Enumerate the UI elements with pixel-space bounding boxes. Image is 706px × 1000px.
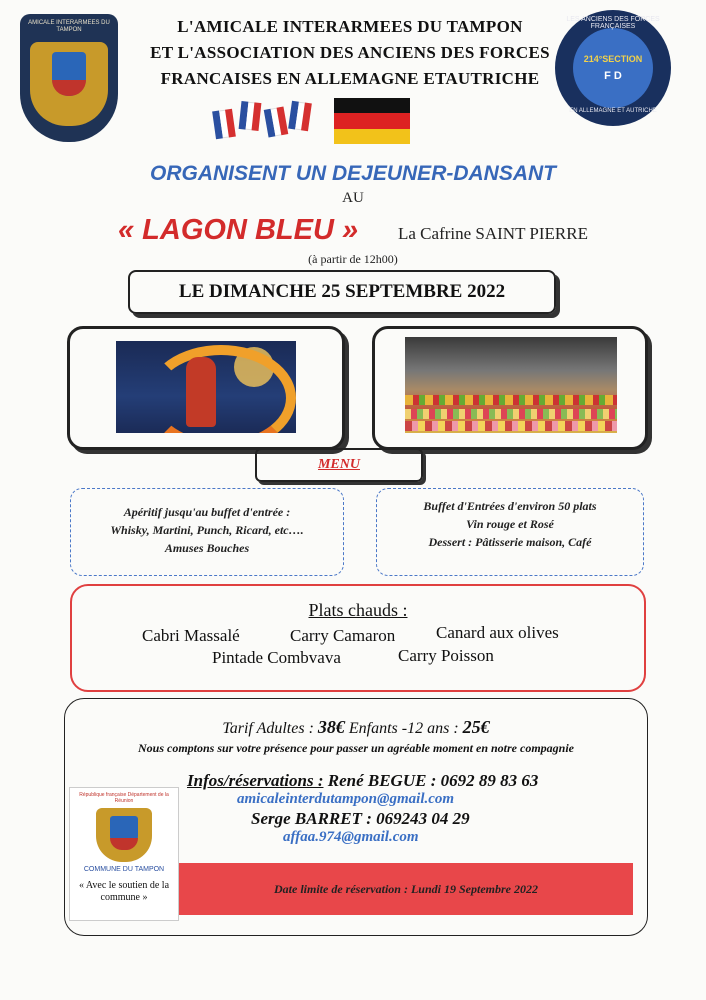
dish-item: Cabri Massalé [142, 626, 240, 645]
plats-chauds-box [70, 584, 646, 692]
menu-title-text: MENU [317, 457, 360, 472]
commune-crest-icon [96, 808, 152, 862]
email-amicale-link[interactable]: amicaleinterdutampon@gmail.com [237, 791, 455, 807]
commune-top-text: République française Département de la Réunion [79, 792, 169, 804]
plats-chauds-title: Plats chauds : [308, 600, 408, 620]
organisent-heading: ORGANISENT UN DEJEUNER-DANSANT [149, 162, 557, 185]
anciens-logo-top-text: LES ANCIENS DES FORCES FRANÇAISES [566, 16, 660, 30]
amicale-logo [20, 14, 118, 142]
header-title [140, 14, 560, 92]
buffet-line: Buffet d'Entrées d'environ 50 plats [423, 499, 597, 513]
dish-item: Canard aux olives [436, 623, 559, 642]
anciens-logo-section: 214°SECTION [583, 54, 643, 64]
infos-reservations [187, 771, 538, 791]
event-date-text: LE DIMANCHE 25 SEPTEMBRE 2022 [178, 281, 506, 302]
header-title-line2: ET L'ASSOCIATION DES ANCIENS DES FORCES [150, 43, 550, 62]
contact-rene: René BEGUE : 0692 89 83 63 [327, 771, 539, 790]
dancer-image [116, 341, 296, 433]
dish-item: Pintade Combvava [212, 648, 341, 667]
info-box [64, 698, 648, 936]
venue-name: « LAGON BLEU » [118, 214, 359, 246]
dish-item: Carry Camaron [290, 626, 396, 645]
tarif-line [65, 717, 647, 738]
french-flags-icon [214, 98, 314, 150]
start-time: (à partir de 12h00) [308, 252, 398, 266]
reservation-deadline [179, 863, 633, 915]
aperitif-box [70, 488, 344, 576]
aperitif-line: Apéritif jusqu'au buffet d'entrée : [123, 505, 291, 519]
anciens-logo-mark: F D [604, 70, 622, 82]
reservation-deadline-text: Date limite de réservation : Lundi 19 Septembre 2022 [274, 881, 538, 896]
buffet-line: Vin rouge et Rosé [466, 517, 554, 531]
au-text: AU [342, 190, 364, 206]
dish-item: Carry Poisson [398, 646, 494, 665]
amicale-logo-text: AMICALE INTERARMEES DU TAMPON [28, 20, 110, 33]
email-affaa-link[interactable]: affaa.974@gmail.com [283, 829, 419, 845]
dancer-photo-frame [67, 326, 345, 450]
commune-soutien: « Avec le soutien de la commune » [78, 880, 170, 903]
venue-location: La Cafrine SAINT PIERRE [398, 224, 588, 243]
commune-name: COMMUNE DU TAMPON [83, 866, 165, 873]
anciens-forces-logo [555, 10, 671, 126]
buffet-line: Dessert : Pâtisserie maison, Café [428, 535, 592, 549]
menu-title [255, 448, 423, 482]
tarif-enfants-label: Enfants -12 ans : [348, 720, 459, 737]
header-title-line3: FRANCAISES EN ALLEMAGNE ETAUTRICHE [160, 69, 540, 88]
buffet-image [405, 337, 617, 433]
comptons-text: Nous comptons sur votre présence pour passer un agréable moment en notre compagnie [137, 741, 575, 755]
contact-serge: Serge BARRET : 069243 04 29 [251, 809, 470, 828]
event-date [128, 270, 556, 314]
anciens-logo-bottom-text: EN ALLEMAGNE ET AUTRICHE [569, 108, 657, 114]
german-flag-icon [334, 98, 410, 144]
tarif-adultes-label: Tarif Adultes : [222, 720, 314, 737]
buffet-box [376, 488, 644, 576]
tarif-adultes: 38€ [317, 717, 345, 737]
header-title-line1: L'AMICALE INTERARMEES DU TAMPON [177, 17, 523, 36]
buffet-photo-frame [372, 326, 648, 450]
commune-card [69, 787, 179, 921]
aperitif-line: Amuses Bouches [164, 541, 250, 555]
tarif-enfants: 25€ [462, 717, 490, 737]
aperitif-line: Whisky, Martini, Punch, Ricard, etc…. [110, 523, 304, 537]
infos-label: Infos/réservations : [187, 771, 324, 790]
